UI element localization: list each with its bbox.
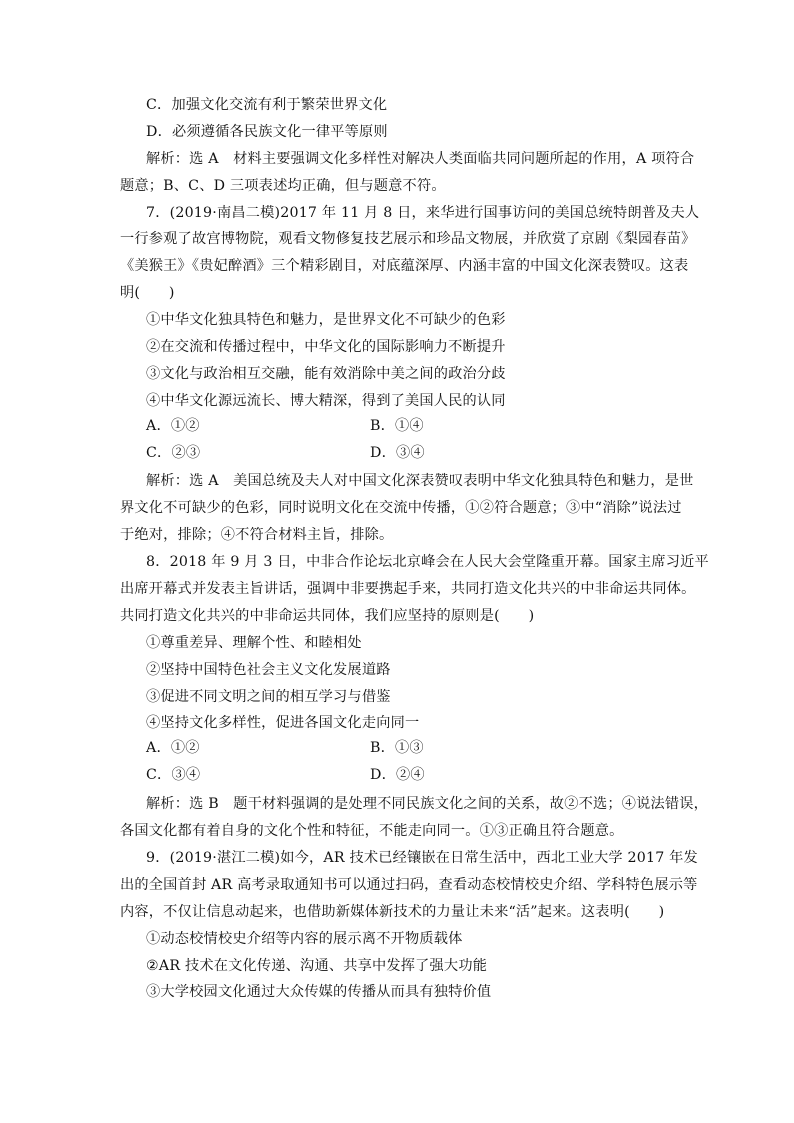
- q9-stem-line: 内容，不仅让信息动起来，也借助新媒体新技术的力量让未来“活”起来。这表明( ): [120, 903, 665, 920]
- q6-option-d: D．必须遵循各民族文化一律平等原则: [146, 123, 388, 140]
- q9-statement: ③大学校园文化通过大众传媒的传播从而具有独特价值: [146, 984, 492, 1001]
- q7-option-c: C．②③: [146, 444, 201, 461]
- q8-options-row-1: [120, 737, 680, 764]
- q7-options-row-1: [120, 415, 680, 442]
- q6-analysis-line: 解析：选 A 材料主要强调文化多样性对解决人类面临共同问题所起的作用，A 项符合: [146, 150, 695, 167]
- q9-statement: ①动态校情校史介绍等内容的展示离不开物质载体: [146, 930, 463, 947]
- q6-analysis-line: 题意；B、C、D 三项表述均正确，但与题意不符。: [120, 177, 446, 194]
- q7-statement: ④中华文化源远流长、博大精深，得到了美国人民的认同: [146, 392, 506, 409]
- q8-option-d: D．②④: [370, 767, 425, 784]
- q6-option-c: C．加强文化交流有利于繁荣世界文化: [146, 97, 388, 113]
- q8-stem-line: 共同打造文化共兴的中非命运共同体，我们应坚持的原则是( ): [120, 607, 535, 624]
- q9-stem-line: 9．(2019·湛江二模)如今，AR 技术已经镶嵌在日常生活中，西北工业大学 2017 年发: [146, 849, 698, 866]
- q7-analysis-line: 解析：选 A 美国总统及夫人对中国文化深表赞叹表明中华文化独具特色和魅力，是世: [146, 473, 694, 490]
- q8-stem-line: 出席开幕式并发表主旨讲话，强调中非要携起手来，共同打造文化共兴的中非命运共同体。: [120, 581, 696, 598]
- q8-statement: ④坚持文化多样性，促进各国文化走向同一: [146, 715, 420, 732]
- q7-option-a: A．①②: [146, 417, 200, 434]
- q7-analysis-line: 界文化不可缺少的色彩，同时说明文化在交流中传播，①②符合题意；③中“消除”说法过: [120, 500, 682, 517]
- page-content: [120, 92, 709, 1006]
- q9-statement: ②AR 技术在文化传递、沟通、共享中发挥了强大功能: [146, 957, 488, 974]
- q7-analysis-line: 于绝对，排除；④不符合材料主旨，排除。: [120, 527, 394, 544]
- q8-statement: ②坚持中国特色社会主义文化发展道路: [146, 661, 391, 678]
- q8-options-row-2: [120, 764, 680, 791]
- q7-statement: ③文化与政治相互交融，能有效消除中美之间的政治分歧: [146, 365, 506, 382]
- q8-analysis-line: 各国文化都有着自身的文化个性和特征，不能走向同一。①③正确且符合题意。: [120, 823, 624, 840]
- q8-option-a: A．①②: [146, 740, 200, 757]
- q7-statement: ①中华文化独具特色和魅力，是世界文化不可缺少的色彩: [146, 312, 506, 329]
- q8-option-c: C．③④: [146, 767, 201, 784]
- q7-stem-line: 7．(2019·南昌二模)2017 年 11 月 8 日，来华进行国事访问的美国总统特朗普及夫人: [146, 204, 700, 221]
- q8-option-b: B．①③: [370, 740, 424, 757]
- q8-analysis-line: 解析：选 B 题干材料强调的是处理不同民族文化之间的关系，故②不选；④说法错误，: [146, 796, 709, 813]
- q7-stem-line: 一行参观了故宫博物院，观看文物修复技艺展示和珍品文物展，并欣赏了京剧《梨园春苗》: [120, 231, 696, 248]
- q7-statement: ②在交流和传播过程中，中华文化的国际影响力不断提升: [146, 339, 506, 356]
- q7-option-b: B．①④: [370, 417, 424, 434]
- q8-statement: ①尊重差异、理解个性、和睦相处: [146, 634, 362, 651]
- q8-stem-line: 8．2018 年 9 月 3 日，中非合作论坛北京峰会在人民大会堂隆重开幕。国家主席习近平: [146, 554, 709, 571]
- q7-option-d: D．③④: [370, 444, 425, 461]
- q7-stem-line: 明( ): [120, 285, 175, 302]
- q9-stem-line: 出的全国首封 AR 高考录取通知书可以通过扫码，查看动态校情校史介绍、学科特色展示等: [120, 876, 698, 893]
- q7-stem-line: 《美猴王》《贵妃醉酒》三个精彩剧目，对底蕴深厚、内涵丰富的中国文化深表赞叹。这表: [120, 258, 689, 275]
- q7-options-row-2: [120, 442, 680, 469]
- q8-statement: ③促进不同文明之间的相互学习与借鉴: [146, 688, 391, 705]
